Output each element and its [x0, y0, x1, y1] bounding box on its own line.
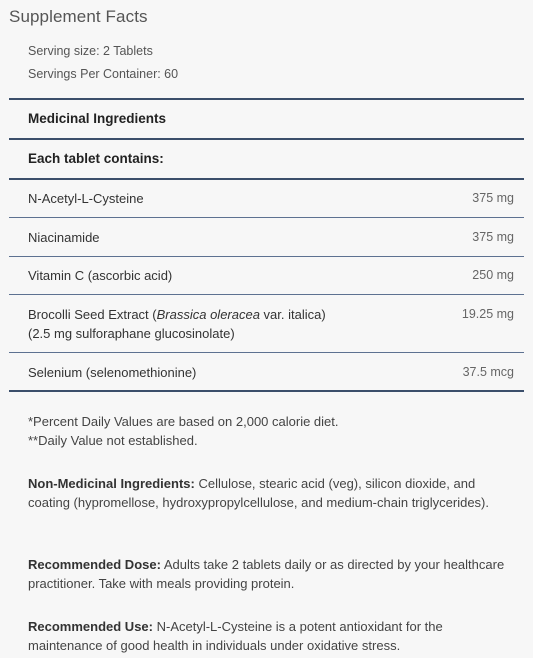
non-medicinal-label: Non-Medicinal Ingredients: — [28, 476, 195, 491]
recommended-dose — [28, 555, 508, 593]
divider — [9, 294, 524, 295]
use-label: Recommended Use: — [28, 619, 153, 634]
dose-text: Adults take 2 tablets daily or as directed by your healthcare practitioner. Take with meals providing protein. — [28, 557, 505, 591]
divider — [9, 256, 524, 257]
divider — [9, 390, 524, 392]
non-medicinal-text: Cellulose, stearic acid (veg), silicon dioxide, and coating (hypromellose, hydroxypropylcellulose, and medium-chain triglycerides). — [28, 476, 489, 510]
ingredient-name: N-Acetyl-L-Cysteine — [28, 191, 144, 206]
ingredient-name: Vitamin C (ascorbic acid) — [28, 268, 173, 283]
ingredient-name: Niacinamide — [28, 230, 100, 245]
non-medicinal-ingredients — [28, 474, 508, 512]
ingredient-name-detail: (2.5 mg sulforaphane glucosinolate) — [28, 326, 235, 341]
servings-per-container: Servings Per Container: 60 — [28, 67, 179, 81]
dose-label: Recommended Dose: — [28, 557, 161, 572]
footnote-percent-dv: *Percent Daily Values are based on 2,000 calorie diet. — [28, 414, 339, 429]
divider — [9, 178, 524, 180]
ingredient-name-prefix: Brocolli Seed Extract ( — [28, 307, 157, 322]
ingredient-name: Selenium (selenomethionine) — [28, 365, 197, 380]
ingredient-amount: 37.5 mcg — [462, 365, 514, 379]
divider — [9, 138, 524, 140]
ingredient-amount: 19.25 mg — [461, 307, 514, 321]
ingredient-amount: 250 mg — [472, 268, 514, 282]
ingredient-name-latin: Brassica oleracea — [156, 307, 260, 322]
footnote-dv-not-established: **Daily Value not established. — [28, 433, 198, 448]
recommended-use — [28, 617, 508, 655]
use-text: N-Acetyl-L-Cysteine is a potent antioxidant for the maintenance of good health in individuals under oxidative stress. — [28, 619, 443, 653]
serving-size: Serving size: 2 Tablets — [28, 44, 153, 58]
ingredient-amount: 375 mg — [472, 191, 514, 205]
divider — [9, 217, 524, 218]
footnotes — [28, 412, 508, 450]
divider — [9, 98, 524, 100]
divider — [9, 352, 524, 353]
ingredient-amount: 375 mg — [472, 230, 514, 244]
ingredient-name-suffix: var. italica) — [259, 307, 326, 322]
each-tablet-header: Each tablet contains: — [28, 151, 164, 166]
medicinal-ingredients-header: Medicinal Ingredients — [28, 111, 167, 126]
ingredient-name — [28, 305, 326, 343]
supplement-facts-title: Supplement Facts — [9, 7, 148, 26]
